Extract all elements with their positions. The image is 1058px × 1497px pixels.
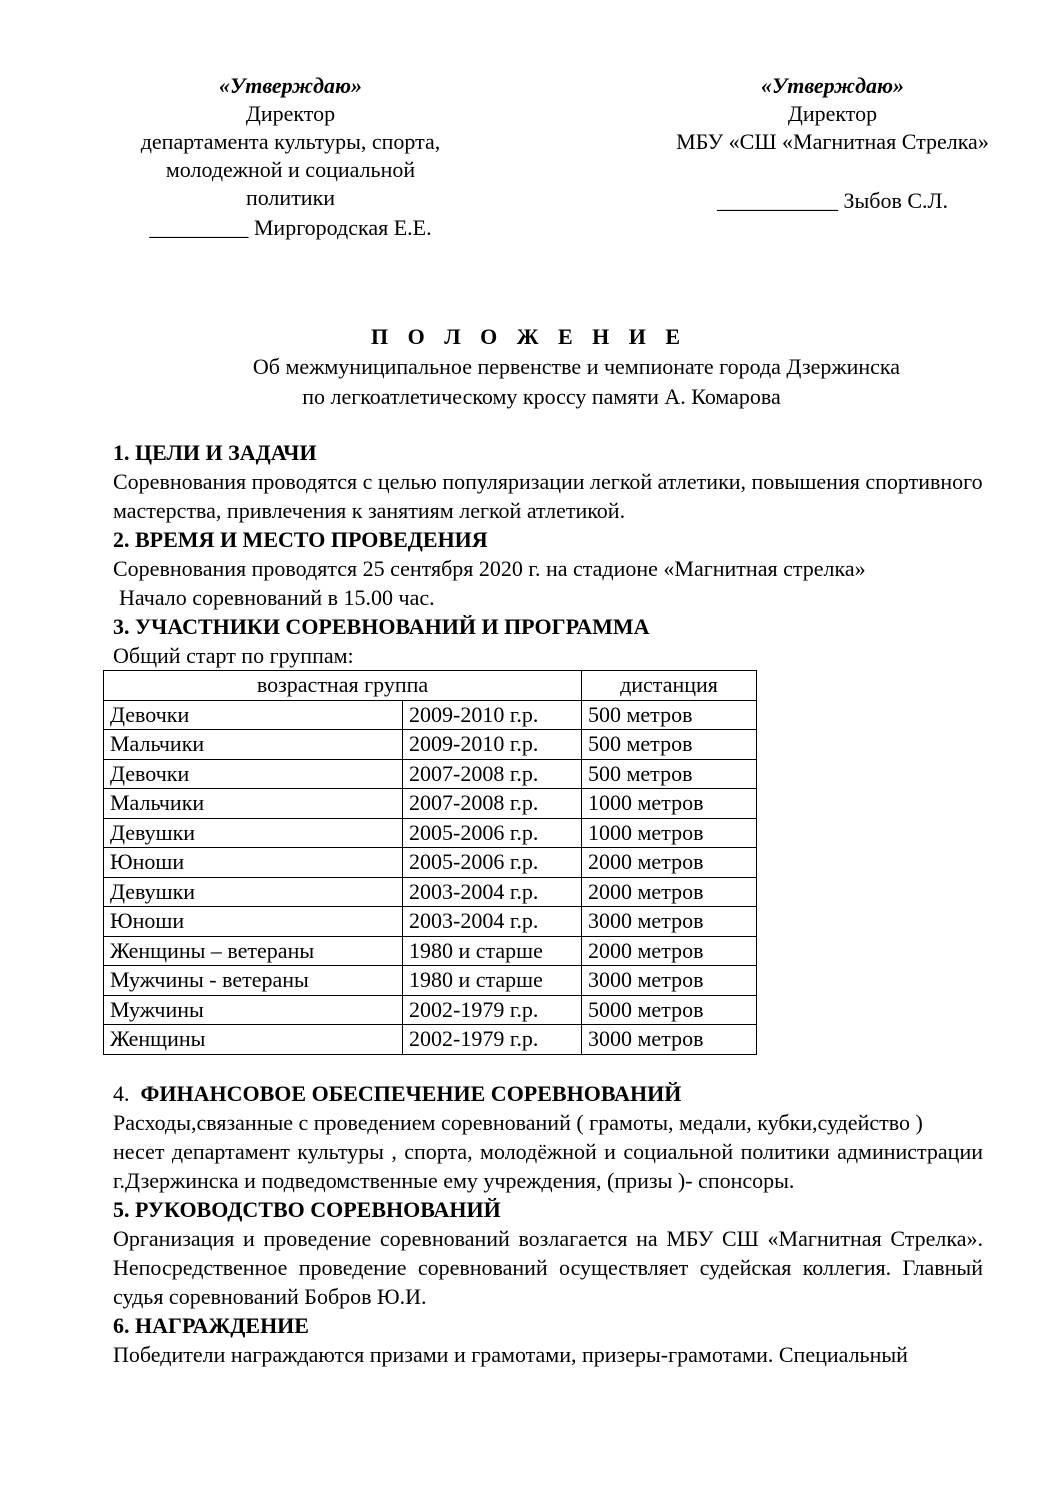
table-cell: 3000 метров bbox=[582, 907, 757, 937]
table-row bbox=[104, 966, 757, 996]
age-groups-table bbox=[103, 670, 757, 1055]
document-body bbox=[110, 438, 983, 1369]
section-text: Общий старт по группам: bbox=[113, 643, 354, 668]
section-title: ФИНАНСОВОЕ ОБЕСПЕЧЕНИЕ СОРЕВНОВАНИЙ bbox=[140, 1080, 682, 1106]
table-cell: Мужчины - ветераны bbox=[104, 966, 403, 996]
approval-position: Директор bbox=[245, 101, 336, 126]
table-cell: 2002-1979 г.р. bbox=[403, 1025, 582, 1055]
spacer bbox=[113, 1055, 983, 1079]
table-cell: 500 метров bbox=[582, 700, 757, 730]
table-cell: Мальчики bbox=[104, 730, 403, 760]
approval-heading: «Утверждаю» bbox=[760, 73, 905, 98]
table-row bbox=[104, 936, 757, 966]
table-cell: 2002-1979 г.р. bbox=[403, 995, 582, 1025]
approval-position: Директор bbox=[787, 101, 878, 126]
table-cell: 2000 метров bbox=[582, 877, 757, 907]
table-cell: Девочки bbox=[104, 700, 403, 730]
table-row bbox=[104, 759, 757, 789]
section-heading: 6. НАГРАЖДЕНИЕ bbox=[113, 1312, 309, 1338]
table-cell: 2009-2010 г.р. bbox=[403, 700, 582, 730]
table-cell: 2003-2004 г.р. bbox=[403, 877, 582, 907]
table-row bbox=[104, 907, 757, 937]
table-cell: Юноши bbox=[104, 848, 403, 878]
table-cell: 1980 и старше bbox=[403, 966, 582, 996]
table-cell: Женщины – ветераны bbox=[104, 936, 403, 966]
section-heading: 5. РУКОВОДСТВО СОРЕВНОВАНИЙ bbox=[113, 1196, 501, 1222]
approval-heading: «Утверждаю» bbox=[218, 73, 363, 98]
table-header-cell: дистанция bbox=[582, 671, 757, 701]
section-text: Победители награждаются призами и грамотами, призеры-грамотами. Специальный bbox=[113, 1341, 908, 1367]
table-cell: 1980 и старше bbox=[403, 936, 582, 966]
table-cell: Девушки bbox=[104, 818, 403, 848]
document-title-block bbox=[0, 322, 1058, 412]
table-cell: 5000 метров bbox=[582, 995, 757, 1025]
table-cell: 500 метров bbox=[582, 759, 757, 789]
table-cell: Девушки bbox=[104, 877, 403, 907]
section-heading bbox=[113, 1079, 983, 1108]
document-subtitle: по легкоатлетическому кроссу памяти А. Комарова bbox=[302, 384, 781, 409]
table-cell: 500 метров bbox=[582, 730, 757, 760]
table-cell: Женщины bbox=[104, 1025, 403, 1055]
table-cell: Девочки bbox=[104, 759, 403, 789]
table-row bbox=[104, 848, 757, 878]
section-heading: 3. УЧАСТНИКИ СОРЕВНОВАНИЙ И ПРОГРАММА bbox=[113, 614, 650, 639]
section-heading: 2. ВРЕМЯ И МЕСТО ПРОВЕДЕНИЯ bbox=[113, 527, 488, 552]
section-text: Расходы,связанные с проведением соревнований ( грамоты, медали, кубки,судейство ) bbox=[113, 1109, 923, 1135]
table-header-row bbox=[104, 671, 757, 701]
table-cell: 1000 метров bbox=[582, 818, 757, 848]
table-row bbox=[104, 789, 757, 819]
table-cell: Мужчины bbox=[104, 995, 403, 1025]
section-text: Соревнования проводятся 25 сентября 2020 г. на стадионе «Магнитная стрелка» bbox=[113, 556, 866, 581]
table-row bbox=[104, 818, 757, 848]
table-cell: 2007-2008 г.р. bbox=[403, 759, 582, 789]
approval-organization-line: молодежной и социальной bbox=[165, 157, 416, 182]
approval-organization-line: департамента культуры, спорта, bbox=[140, 129, 441, 154]
table-cell: 2000 метров bbox=[582, 936, 757, 966]
table-cell: Мальчики bbox=[104, 789, 403, 819]
table-cell: 2003-2004 г.р. bbox=[403, 907, 582, 937]
table-row bbox=[104, 877, 757, 907]
table-cell: 2005-2006 г.р. bbox=[403, 848, 582, 878]
table-cell: 2005-2006 г.р. bbox=[403, 818, 582, 848]
table-row bbox=[104, 730, 757, 760]
section-heading: 1. ЦЕЛИ И ЗАДАЧИ bbox=[113, 440, 317, 465]
table-row bbox=[104, 700, 757, 730]
approval-block-left bbox=[108, 72, 473, 242]
section-text: Начало соревнований в 15.00 час. bbox=[119, 585, 435, 610]
table-cell: 2007-2008 г.р. bbox=[403, 789, 582, 819]
approval-signature-line: _________ Миргородская Е.Е. bbox=[149, 215, 432, 240]
table-cell: 3000 метров bbox=[582, 1025, 757, 1055]
approval-block-right bbox=[640, 72, 1025, 215]
section-text: несет департамент культуры , спорта, молодёжной и социальной политики администрации г.Дзержинска и подведомственные ему учреждения, (призы )- спонсоры. bbox=[113, 1138, 983, 1193]
table-cell: 1000 метров bbox=[582, 789, 757, 819]
table-row bbox=[104, 995, 757, 1025]
approval-signature-line: ___________ Зыбов С.Л. bbox=[717, 188, 948, 213]
table-cell: 3000 метров bbox=[582, 966, 757, 996]
table-row bbox=[104, 1025, 757, 1055]
section-text: Соревнования проводятся с целью популяризации легкой атлетики, повышения спортивного мастерства, привлечения к занятиям легкой атлетикой. bbox=[113, 469, 983, 523]
table-cell: 2000 метров bbox=[582, 848, 757, 878]
approval-organization-line: политики bbox=[245, 185, 336, 210]
table-header-cell: возрастная группа bbox=[104, 671, 582, 701]
document-title: П О Л О Ж Е Н И Е bbox=[370, 324, 688, 349]
table-cell: 2009-2010 г.р. bbox=[403, 730, 582, 760]
approval-organization-line: МБУ «СШ «Магнитная Стрелка» bbox=[676, 129, 989, 154]
document-subtitle: Об межмуниципальное первенстве и чемпионате города Дзержинска bbox=[252, 354, 901, 379]
table-cell: Юноши bbox=[104, 907, 403, 937]
section-text: Организация и проведение соревнований возлагается на МБУ СШ «Магнитная Стрелка». Непосредственное проведение соревнований осуществляет судейская коллегия. Главный судья соревнований Бобров Ю.И. bbox=[113, 1225, 983, 1309]
section-number: 4. bbox=[113, 1080, 130, 1106]
